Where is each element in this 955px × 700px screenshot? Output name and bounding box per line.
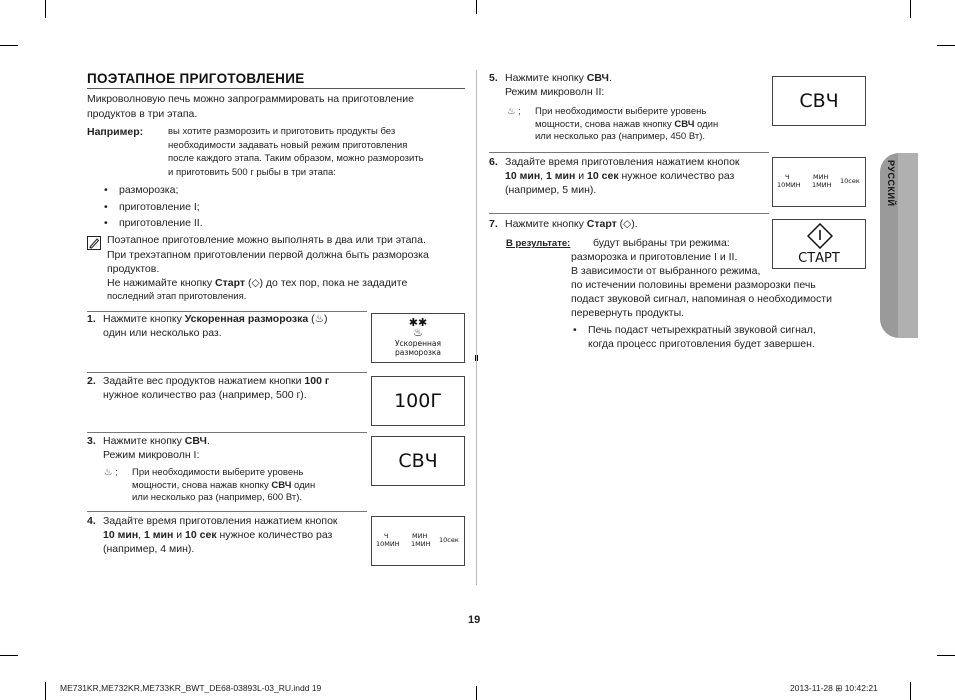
step-3-tip-1: При необходимости выберите уровень bbox=[132, 467, 304, 478]
step-rule bbox=[489, 213, 769, 214]
step-6-number: 6. bbox=[489, 156, 498, 168]
microwave-display-value: СВЧ bbox=[398, 450, 438, 472]
weight-display bbox=[371, 376, 465, 426]
start-icon bbox=[807, 223, 833, 249]
bullet-dot: • bbox=[573, 324, 577, 336]
step-5-tip-1: При необходимости выберите уровень bbox=[535, 106, 707, 117]
note-line-2: При трехэтапном приготовлении первой должна быть разморозка bbox=[107, 249, 429, 261]
crop-mark bbox=[910, 682, 911, 700]
crop-mark bbox=[937, 45, 955, 46]
quick-defrost-display bbox=[371, 313, 465, 363]
bullet-item: приготовление II. bbox=[119, 217, 203, 229]
step-2-line-1: Задайте вес продуктов нажатием кнопки 100 г bbox=[103, 375, 330, 387]
step-7-line-1: Нажмите кнопку Старт (◇). bbox=[505, 218, 638, 230]
time-display bbox=[371, 516, 465, 566]
result-bullet-line-1: Печь подаст четырехкратный звуковой сигнал, bbox=[588, 324, 816, 336]
crop-mark bbox=[0, 45, 18, 46]
step-rule bbox=[87, 511, 367, 512]
result-line-5: подаст звуковой сигнал, напоминая о необходимости bbox=[571, 293, 832, 305]
crop-mark bbox=[476, 686, 477, 700]
hour-label: Ч bbox=[384, 532, 389, 540]
step-rule bbox=[489, 152, 769, 153]
crop-mark bbox=[0, 655, 18, 656]
start-display bbox=[772, 219, 866, 269]
defrost-label-1: Ускоренная bbox=[394, 339, 442, 348]
step-3-tip-2: мощности, снова нажав кнопку СВЧ один bbox=[132, 479, 316, 491]
step-4-line-1: Задайте время приготовления нажатием кнопок bbox=[103, 515, 338, 527]
step-3-number: 3. bbox=[87, 435, 96, 447]
ten-min-label: 10МИН bbox=[777, 181, 801, 189]
step-rule bbox=[87, 432, 367, 433]
note-icon bbox=[87, 236, 101, 250]
note-line-1: Поэтапное приготовление можно выполнять в два или три этапа. bbox=[107, 234, 426, 246]
defrost-label-2: разморозка bbox=[394, 348, 442, 357]
step-4-line-3: (например, 4 мин). bbox=[103, 543, 195, 555]
section-title: ПОЭТАПНОЕ ПРИГОТОВЛЕНИЕ bbox=[87, 71, 305, 86]
microwave-display-value: СВЧ bbox=[799, 90, 839, 112]
note-line-5: последний этап приготовления. bbox=[107, 291, 247, 302]
result-line-2: разморозка и приготовление I и II. bbox=[571, 251, 738, 263]
crop-mark bbox=[937, 655, 955, 656]
crop-mark bbox=[45, 0, 46, 18]
column-divider bbox=[476, 70, 477, 585]
note-line-3: продуктов. bbox=[107, 263, 160, 275]
step-3-tip-3: или несколько раз (например, 600 Вт). bbox=[132, 492, 303, 503]
result-line-1: будут выбраны три режима: bbox=[593, 237, 730, 249]
language-tab-label: РУССКИЙ bbox=[886, 160, 896, 207]
weight-display-value: 100Г bbox=[394, 390, 442, 412]
step-6-line-2: 10 мин, 1 мин и 10 сек нужное количество раз bbox=[505, 170, 735, 182]
step-5-number: 5. bbox=[489, 72, 498, 84]
step-5-line-1: Нажмите кнопку СВЧ. bbox=[505, 72, 612, 84]
crop-mark bbox=[476, 0, 477, 14]
step-3-line-1: Нажмите кнопку СВЧ. bbox=[103, 435, 210, 447]
example-label: Например: bbox=[87, 126, 144, 138]
tip-icon: ♨ ; bbox=[507, 106, 521, 117]
bullet-item: разморозка; bbox=[119, 184, 179, 196]
step-3-line-2: Режим микроволн I: bbox=[103, 449, 200, 461]
step-2-number: 2. bbox=[87, 375, 96, 387]
ten-min-label: 10МИН bbox=[376, 540, 400, 548]
bullet-dot: • bbox=[104, 184, 108, 196]
footer-file: ME731KR,ME732KR,ME733KR_BWT_DE68-03893L-03_RU.indd 19 bbox=[60, 683, 322, 693]
one-min-label: 1МИН bbox=[411, 540, 431, 548]
result-line-6: перевернуть продукты. bbox=[571, 307, 685, 319]
min-label: МИН bbox=[813, 173, 829, 181]
step-6-line-3: (например, 5 мин). bbox=[505, 184, 597, 196]
min-label: МИН bbox=[412, 532, 428, 540]
language-tab-edge bbox=[898, 153, 918, 338]
ten-sec-label: 10сек bbox=[840, 177, 860, 185]
step-1-line-2: один или несколько раз. bbox=[103, 327, 222, 339]
title-rule bbox=[87, 88, 465, 89]
intro-line-1: Микроволновую печь можно запрограммировать на приготовление bbox=[87, 93, 414, 105]
hour-label: Ч bbox=[785, 173, 790, 181]
result-line-4: по истечении половины времени разморозки печь bbox=[571, 279, 816, 291]
example-line-3: после каждого этапа. Таким образом, можно разморозить bbox=[168, 153, 424, 164]
tip-icon: ♨ ; bbox=[104, 467, 118, 478]
example-line-2: необходимости задавать новый режим приготовления bbox=[168, 139, 408, 151]
step-6-line-1: Задайте время приготовления нажатием кнопок bbox=[505, 156, 740, 168]
one-min-label: 1МИН bbox=[812, 181, 832, 189]
example-line-1: вы хотите разморозить и приготовить продукты без bbox=[168, 126, 396, 137]
footer-date: 2013-11-28 ⊞ 10:42:21 bbox=[790, 683, 878, 693]
start-display-label: СТАРТ bbox=[798, 251, 840, 266]
bullet-dot: • bbox=[104, 201, 108, 213]
step-1-number: 1. bbox=[87, 313, 96, 325]
ten-sec-label: 10сек bbox=[439, 536, 459, 544]
step-2-line-2: нужное количество раз (например, 500 г). bbox=[103, 389, 307, 401]
crop-mark bbox=[45, 682, 46, 700]
note-line-4: Не нажимайте кнопку Старт (◇) до тех пор, пока не зададите bbox=[107, 277, 408, 289]
step-4-line-2: 10 мин, 1 мин и 10 сек нужное количество раз bbox=[103, 529, 333, 541]
result-line-3: В зависимости от выбранного режима, bbox=[571, 265, 761, 277]
step-1-line-1: Нажмите кнопку Ускоренная разморозка (♨) bbox=[103, 313, 328, 325]
example-line-4: и приготовить 500 г рыбы в три этапа: bbox=[168, 166, 336, 178]
intro-line-2: продуктов в три этапа. bbox=[87, 108, 198, 120]
step-5-tip-3: или несколько раз (например, 450 Вт). bbox=[535, 131, 706, 142]
step-4-number: 4. bbox=[87, 515, 96, 527]
microwave-display bbox=[371, 436, 465, 486]
step-7-number: 7. bbox=[489, 218, 498, 230]
defrost-icon: ✱✱ ♨ bbox=[408, 316, 428, 339]
step-5-tip-2: мощности, снова нажав кнопку СВЧ один bbox=[535, 118, 719, 130]
step-5-line-2: Режим микроволн II: bbox=[505, 86, 605, 98]
step-rule bbox=[87, 372, 367, 373]
bullet-item: приготовление I; bbox=[119, 201, 200, 213]
crop-mark bbox=[910, 0, 911, 18]
time-display bbox=[772, 157, 866, 207]
result-label: В результате: bbox=[506, 238, 571, 249]
bullet-dot: • bbox=[104, 217, 108, 229]
page-number: 19 bbox=[468, 614, 481, 626]
result-bullet-line-2: когда процесс приготовления будет завершен. bbox=[588, 338, 815, 350]
microwave-display bbox=[772, 76, 866, 126]
